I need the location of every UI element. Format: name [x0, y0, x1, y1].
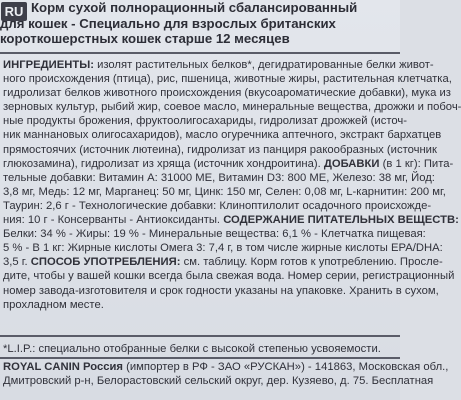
text-line: ИНГРЕДИЕНТЫ: изолят растительных белков*, дегидратированные белки живот- — [3, 59, 434, 71]
text-line: ные продукты брожения, фруктоолигосахариды, гидролизат дрожжей (источ- — [3, 115, 407, 128]
footnote-divider — [0, 335, 400, 337]
composition-text — [3, 58, 461, 312]
text-line: 3,5 г. СПОСОБ УПОТРЕБЛЕНИЯ: см. таблицу. Корм готов к употреблению. Просле- — [3, 256, 443, 269]
text-line: зерновых культур, рыбий жир, соевое масло, минеральные вещества, дрожжи и побоч- — [3, 101, 461, 114]
usage-heading: СПОСОБ УПОТРЕБЛЕНИЯ: — [27, 256, 181, 269]
title-line-3: короткошерстных кошек старше 12 месяцев — [0, 31, 290, 47]
text-line: 3,8 мг, Медь: 12 мг, Марганец: 50 мг, Цинк: 150 мг, Селен: 0,08 мг, L-карнитин: 200 мг, — [3, 185, 446, 198]
text-line: гидролизат белков животного происхождения (вкусоароматические добавки), мука из — [3, 87, 451, 100]
text-line: ного происхождения (птица), рис, пшеница, животные жиры, растительная клетчатка, — [3, 73, 452, 86]
text-line: номер завода-изготовителя и срок годности указаны на упаковке. Хранить в сухом, — [3, 284, 439, 297]
text-line: Белки: 34 % - Жиры: 19 % - Минеральные вещества: 6,1 % - Клетчатка пищевая: — [3, 228, 426, 241]
importer-info — [3, 360, 449, 388]
text-line: глюкозамина), гидролизат из хряща (источник хондроитина). ДОБАВКИ (в 1 кг): Пита- — [3, 157, 454, 170]
text-line: ROYAL CANIN Россия (импортер в РФ - ЗАО «РУСКАН») - 141863, Московская обл., — [3, 361, 449, 373]
text-line: Таурин: 2,6 г - Технологические добавки: Клиноптилолит осадочного происхожде- — [3, 199, 432, 212]
text-line: тельные добавки: Витамин А: 31000 МЕ, Витамин D3: 800 МЕ, Железо: 38 мг, Йод: — [3, 171, 435, 184]
text-line: прохладном месте. — [3, 298, 104, 311]
text-line: Дмитровский р-н, Белорастовский сельский округ, дер. Кузяево, д. 75. Бесплатная — [3, 375, 434, 388]
text-line: 5 % - В 1 кг: Жирные кислоты Омега 3: 7,4 г, в том числе жирные кислоты EPA/DHA: — [3, 242, 443, 255]
title-line-2: для кошек - Специально для взрослых британских — [0, 15, 336, 31]
lip-footnote: *L.I.P.: специально отобранные белки с высокой степенью усвояемости. — [3, 343, 381, 355]
text-line: прямостоячих (источник лютеина), гидролизат из панциря ракообразных (источник — [3, 143, 437, 156]
text-line: дите, чтобы у вашей кошки всегда была свежая вода. Номер серии, регистрационный — [3, 270, 455, 283]
additives-heading: ДОБАВКИ — [320, 157, 380, 170]
header-divider — [0, 52, 400, 54]
label-header — [0, 0, 400, 54]
text-line: ник маннановых олигосахаридов), масло огуречника аптечного, экстракт бархатцев — [3, 129, 442, 142]
ingredients-heading: ИНГРЕДИЕНТЫ: — [3, 59, 94, 71]
language-badge: RU — [1, 2, 27, 21]
brand-name: ROYAL CANIN Россия — [3, 361, 123, 373]
text-line: ния: 10 г - Консерванты - Антиоксиданты. СОДЕРЖАНИЕ ПИТАТЕЛЬНЫХ ВЕЩЕСТВ: — [3, 214, 459, 227]
footer-divider — [0, 357, 400, 359]
nutrients-heading: СОДЕРЖАНИЕ ПИТАТЕЛЬНЫХ ВЕЩЕСТВ: — [220, 214, 459, 227]
title-line-1: Корм сухой полнорационный сбалансированный — [31, 0, 358, 15]
